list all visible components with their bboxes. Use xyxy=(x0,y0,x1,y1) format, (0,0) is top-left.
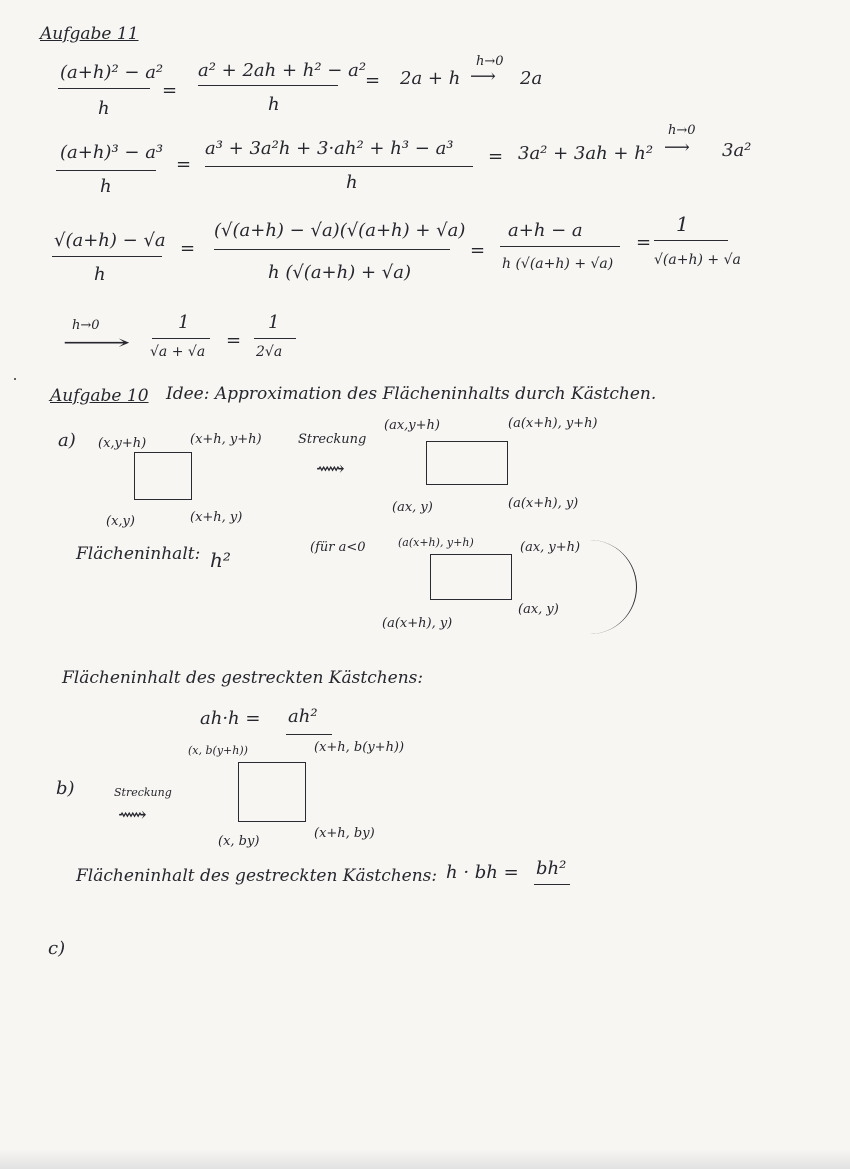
ink-speck xyxy=(14,378,16,380)
fraction-bar xyxy=(52,256,162,257)
fraction-denominator: √(a+h) + √a xyxy=(654,252,741,268)
fraction-denominator: h (√(a+h) + √a) xyxy=(268,262,412,283)
stretched-area-result: ah² xyxy=(288,706,318,727)
b-area-label: Flächeninhalt des gestreckten Kästchens: xyxy=(76,866,438,886)
b-area-calc: h · bh = xyxy=(446,862,519,883)
rect-box xyxy=(430,554,512,600)
limit-label: h→0 xyxy=(668,123,696,138)
fraction-denominator: 2√a xyxy=(256,344,283,360)
arrow: ⟶ xyxy=(62,330,131,354)
fraction-numerator: a³ + 3a²h + 3·ah² + h³ − a³ xyxy=(205,138,454,159)
rect-box xyxy=(426,441,508,485)
equals-sign: = xyxy=(470,240,486,261)
fraction-bar xyxy=(500,246,620,247)
fraction-bar xyxy=(205,166,473,167)
fraction-numerator: (√(a+h) − √a)(√(a+h) + √a) xyxy=(214,220,466,241)
arrow: ⟶ xyxy=(664,137,690,158)
corner-label-top-left: (x, b(y+h)) xyxy=(188,744,248,757)
result: 2a + h xyxy=(400,68,461,89)
fraction-denominator: √a + √a xyxy=(150,344,206,360)
part-c-label: c) xyxy=(48,938,66,959)
corner-label-bottom-right: (ax, y) xyxy=(518,602,559,617)
fraction-denominator: h xyxy=(94,264,106,285)
area-value: h² xyxy=(210,548,231,572)
limit-result: 2a xyxy=(520,68,543,89)
part-b-label: b) xyxy=(56,778,75,799)
fraction-bar xyxy=(198,85,338,86)
fraction-denominator: h xyxy=(346,172,358,193)
corner-label-bottom-left: (ax, y) xyxy=(392,500,433,515)
fraction-numerator: 1 xyxy=(676,212,689,236)
limit-result: 3a² xyxy=(722,140,752,161)
fraction-bar xyxy=(214,249,450,250)
fraction-denominator: h xyxy=(100,176,112,197)
corner-label-top-left: (a(x+h), y+h) xyxy=(398,536,474,549)
corner-label-bottom-right: (a(x+h), y) xyxy=(508,496,579,511)
square-box xyxy=(134,452,192,500)
limit-label: h→0 xyxy=(476,54,504,69)
fraction-numerator: a+h − a xyxy=(508,220,583,241)
equals-sign: = xyxy=(636,232,652,253)
stretched-area-calc: ah·h = xyxy=(200,708,261,729)
corner-label-bottom-left: (x, by) xyxy=(218,834,260,849)
area-label: Flächeninhalt: xyxy=(76,544,201,564)
result-underline xyxy=(286,734,332,735)
fraction-numerator: √(a+h) − √a xyxy=(54,230,166,251)
b-area-result: bh² xyxy=(536,858,567,879)
fraction-bar xyxy=(56,170,156,171)
result-underline xyxy=(534,884,570,885)
fraction-denominator: h (√(a+h) + √a) xyxy=(502,256,614,272)
equals-sign: = xyxy=(162,80,178,101)
heading-aufgabe-10: Aufgabe 10 xyxy=(50,386,149,406)
idea-line: Idee: Approximation des Flächeninhalts durch Kästchen. xyxy=(166,384,657,404)
fraction-denominator: h xyxy=(268,94,280,115)
wave-arrow: ⟿ xyxy=(118,802,147,826)
closing-parenthesis xyxy=(590,540,637,634)
fraction-bar xyxy=(152,338,210,339)
corner-label-bottom-right: (x+h, y) xyxy=(190,510,243,525)
result: 3a² + 3ah + h² xyxy=(518,143,654,164)
corner-label-top-left: (x,y+h) xyxy=(98,436,147,451)
page-edge-shadow xyxy=(0,1149,850,1169)
part-a-label: a) xyxy=(58,430,76,451)
fraction-bar xyxy=(58,88,150,89)
limit-label: h→0 xyxy=(72,318,100,333)
equals-sign: = xyxy=(365,70,381,91)
fraction-numerator: 1 xyxy=(268,312,280,333)
fraction-numerator: a² + 2ah + h² − a² xyxy=(198,60,367,81)
equals-sign: = xyxy=(176,154,192,175)
fraction-bar xyxy=(654,240,728,241)
wave-arrow: ⟿ xyxy=(316,456,345,480)
fraction-denominator: h xyxy=(98,98,110,119)
corner-label-top-right: (x+h, y+h) xyxy=(190,432,262,447)
stretch-label: Streckung xyxy=(298,432,367,447)
fraction-numerator: (a+h)² − a² xyxy=(60,62,164,83)
corner-label-bottom-left: (x,y) xyxy=(106,514,135,529)
arrow: ⟶ xyxy=(470,66,496,87)
stretch-label: Streckung xyxy=(114,786,172,799)
corner-label-top-right: (ax, y+h) xyxy=(520,540,581,555)
corner-label-top-left: (ax,y+h) xyxy=(384,418,440,433)
condition-label: (für a<0 xyxy=(310,540,366,555)
fraction-numerator: (a+h)³ − a³ xyxy=(60,142,164,163)
corner-label-top-right: (x+h, b(y+h)) xyxy=(314,740,405,755)
corner-label-bottom-left: (a(x+h), y) xyxy=(382,616,453,631)
equals-sign: = xyxy=(180,238,196,259)
rect-box xyxy=(238,762,306,822)
fraction-bar xyxy=(254,338,296,339)
corner-label-bottom-right: (x+h, by) xyxy=(314,826,375,841)
corner-label-top-right: (a(x+h), y+h) xyxy=(508,416,598,431)
fraction-numerator: 1 xyxy=(178,312,190,333)
heading-aufgabe-11: Aufgabe 11 xyxy=(40,24,139,44)
equals-sign: = xyxy=(226,330,242,351)
equals-sign: = xyxy=(488,146,504,167)
stretched-area-label: Flächeninhalt des gestreckten Kästchens: xyxy=(62,668,424,688)
